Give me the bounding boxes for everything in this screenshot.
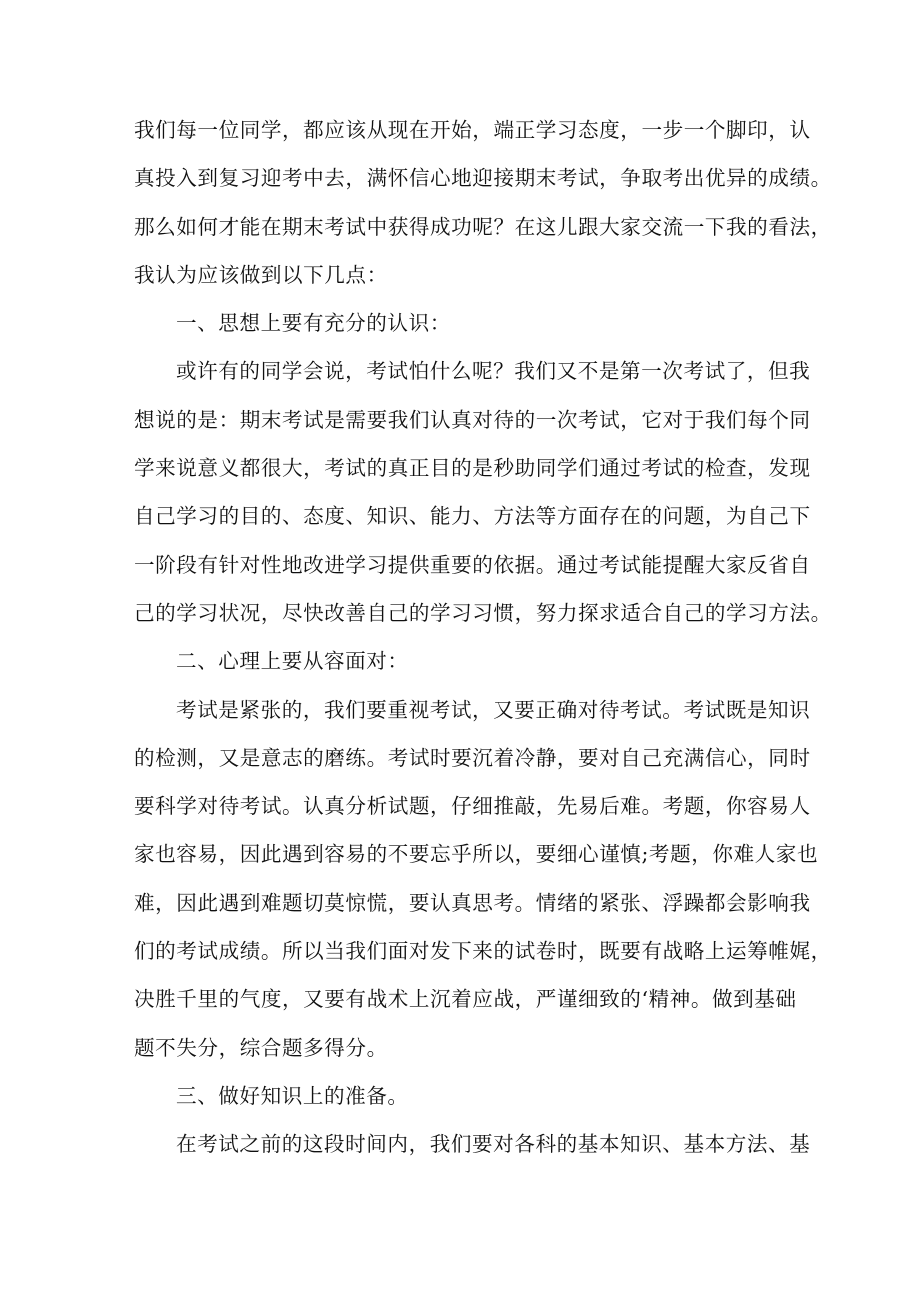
text-line: 一阶段有针对性地改进学习提供重要的依据。通过考试能提醒大家反省自 [134,552,811,577]
text-line: 或许有的同学会说，考试怕什么呢？我们又不是第一次考试了，但我 [176,359,811,384]
text-line: 难，因此遇到难题切莫惊慌，要认真思考。情绪的紧张、浮躁都会影响我 [134,890,811,915]
text-line: 家也容易，因此遇到容易的不要忘乎所以，要细心谨慎;考题，你难人家也 [134,842,819,867]
section-heading-1 [134,299,790,347]
intro-paragraph [134,106,832,299]
heading-text: 二、心理上要从容面对： [176,649,409,674]
text-line: 那么如何才能在期末考试中获得成功呢？在这儿跟大家交流一下我的看法， [134,214,832,239]
text-line: 想说的是：期末考试是需要我们认真对待的一次考试，它对于我们每个同 [134,407,811,432]
section-1-paragraph [134,347,832,637]
text-line: 决胜千里的气度，又要有战术上沉着应战，严谨细致的‘精神。做到基础 [134,987,797,1012]
text-line: 自己学习的目的、态度、知识、能力、方法等方面存在的问题，为自己下 [134,504,811,529]
text-line: 要科学对待考试。认真分析试题，仔细推敲，先易后难。考题，你容易人 [134,794,811,819]
heading-text: 一、思想上要有充分的认识： [176,311,451,336]
text-line: 我们每一位同学，都应该从现在开始，端正学习态度，一步一个脚印，认 [134,118,811,142]
text-line: 真投入到复习迎考中去，满怀信心地迎接期末考试，争取考出优异的成绩。 [134,166,832,191]
section-heading-3 [134,1072,790,1120]
text-line: 在考试之前的这段时间内，我们要对各科的基本知识、基本方法、基 [176,1132,811,1157]
section-heading-2 [134,637,790,685]
text-line: 的检测，又是意志的磨练。考试时要沉着冷静，要对自己充满信心，同时 [134,745,811,770]
text-line: 学来说意义都很大，考试的真正目的是秒助同学们通过考试的检查，发现 [134,456,811,481]
section-3-paragraph [134,1120,811,1168]
text-line: 我认为应该做到以下几点： [134,262,388,287]
text-line: 们的考试成绩。所以当我们面对发下来的试卷时，既要有战略上运筹帷娓， [134,939,832,964]
document-body [134,106,832,1169]
text-line: 己的学习状况，尽快改善自己的学习习惯，努力探求适合自己的学习方法。 [134,600,832,625]
text-line: 题不失分，综合题多得分。 [134,1035,388,1060]
text-line: 考试是紧张的，我们要重视考试，又要正确对待考试。考试既是知识 [176,697,811,722]
section-2-paragraph [134,686,832,1072]
heading-text: 三、做好知识上的准备。 [176,1083,409,1108]
